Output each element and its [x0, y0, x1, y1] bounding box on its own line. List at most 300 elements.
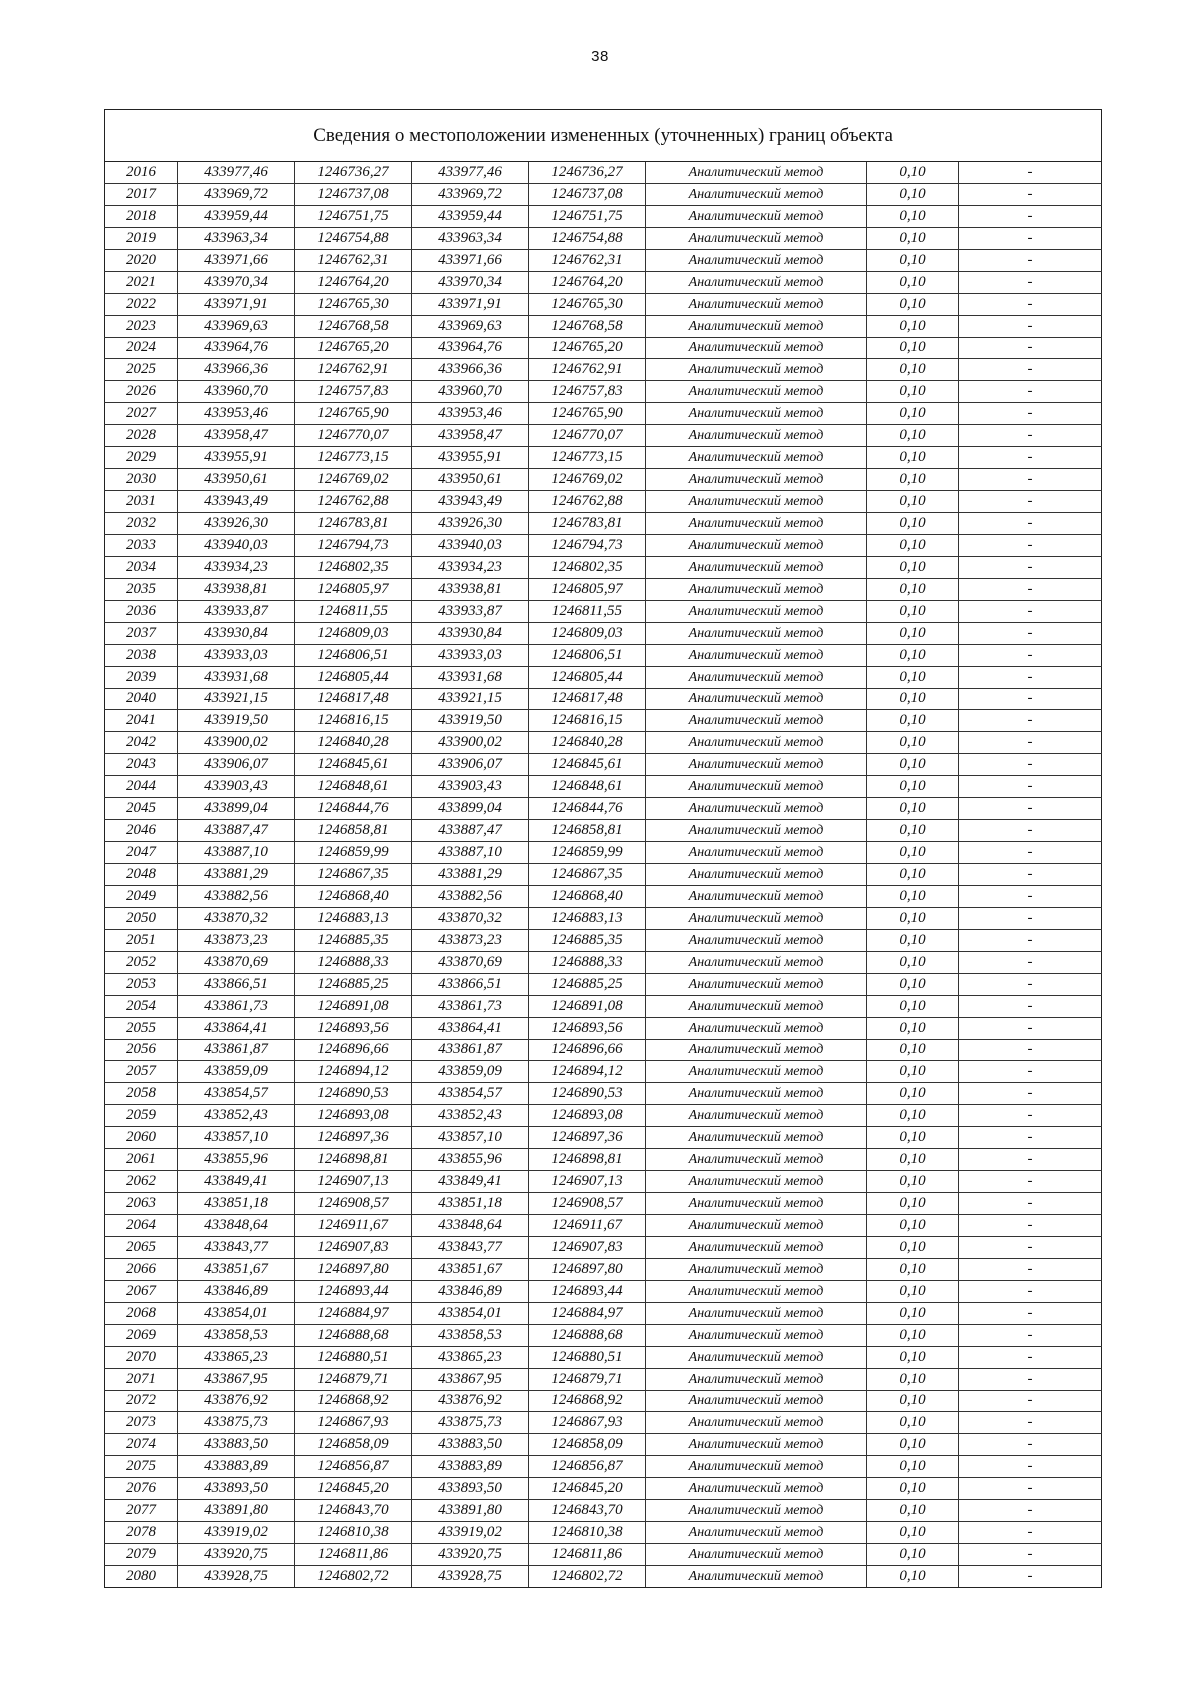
- cell-point-number: 2040: [105, 688, 178, 710]
- cell-x-new: 433849,41: [412, 1171, 529, 1193]
- cell-x-old: 433940,03: [178, 534, 295, 556]
- cell-accuracy: 0,10: [867, 1434, 959, 1456]
- cell-y-new: 1246783,81: [529, 513, 646, 535]
- cell-accuracy: 0,10: [867, 1127, 959, 1149]
- cell-method: Аналитический метод: [646, 227, 867, 249]
- table-row: [105, 600, 1102, 622]
- cell-description: -: [959, 951, 1102, 973]
- cell-x-new: 433970,34: [412, 271, 529, 293]
- cell-point-number: 2056: [105, 1039, 178, 1061]
- cell-y-new: 1246893,08: [529, 1105, 646, 1127]
- cell-x-new: 433866,51: [412, 973, 529, 995]
- cell-y-old: 1246907,83: [295, 1236, 412, 1258]
- cell-x-old: 433903,43: [178, 776, 295, 798]
- cell-description: -: [959, 183, 1102, 205]
- cell-accuracy: 0,10: [867, 1478, 959, 1500]
- table-row: [105, 162, 1102, 184]
- cell-y-new: 1246809,03: [529, 622, 646, 644]
- cell-method: Аналитический метод: [646, 513, 867, 535]
- cell-x-new: 433964,76: [412, 337, 529, 359]
- cell-description: -: [959, 820, 1102, 842]
- cell-x-new: 433848,64: [412, 1215, 529, 1237]
- table-row: [105, 820, 1102, 842]
- cell-accuracy: 0,10: [867, 973, 959, 995]
- cell-description: -: [959, 1215, 1102, 1237]
- cell-y-new: 1246757,83: [529, 381, 646, 403]
- cell-method: Аналитический метод: [646, 776, 867, 798]
- cell-description: -: [959, 1412, 1102, 1434]
- cell-x-old: 433963,34: [178, 227, 295, 249]
- cell-x-old: 433969,63: [178, 315, 295, 337]
- table-row: [105, 732, 1102, 754]
- cell-y-new: 1246893,56: [529, 1017, 646, 1039]
- cell-method: Аналитический метод: [646, 1193, 867, 1215]
- cell-accuracy: 0,10: [867, 798, 959, 820]
- cell-accuracy: 0,10: [867, 754, 959, 776]
- cell-method: Аналитический метод: [646, 1434, 867, 1456]
- table-row: [105, 1149, 1102, 1171]
- cell-x-old: 433861,73: [178, 995, 295, 1017]
- cell-x-old: 433958,47: [178, 425, 295, 447]
- cell-x-old: 433866,51: [178, 973, 295, 995]
- cell-method: Аналитический метод: [646, 666, 867, 688]
- cell-y-new: 1246843,70: [529, 1500, 646, 1522]
- cell-point-number: 2024: [105, 337, 178, 359]
- cell-description: -: [959, 666, 1102, 688]
- cell-accuracy: 0,10: [867, 1193, 959, 1215]
- cell-y-old: 1246843,70: [295, 1500, 412, 1522]
- cell-point-number: 2021: [105, 271, 178, 293]
- cell-description: -: [959, 1083, 1102, 1105]
- table-row: [105, 1412, 1102, 1434]
- cell-method: Аналитический метод: [646, 688, 867, 710]
- cell-x-old: 433953,46: [178, 403, 295, 425]
- table-row: [105, 666, 1102, 688]
- cell-x-new: 433940,03: [412, 534, 529, 556]
- table-row: [105, 885, 1102, 907]
- cell-y-new: 1246754,88: [529, 227, 646, 249]
- cell-x-old: 433875,73: [178, 1412, 295, 1434]
- cell-y-new: 1246884,97: [529, 1302, 646, 1324]
- cell-y-new: 1246845,20: [529, 1478, 646, 1500]
- table-title: Сведения о местоположении измененных (уточненных) границ объекта: [105, 110, 1102, 162]
- cell-method: Аналитический метод: [646, 644, 867, 666]
- cell-method: Аналитический метод: [646, 1368, 867, 1390]
- cell-x-old: 433977,46: [178, 162, 295, 184]
- table-row: [105, 929, 1102, 951]
- cell-point-number: 2029: [105, 447, 178, 469]
- cell-description: -: [959, 644, 1102, 666]
- cell-accuracy: 0,10: [867, 1500, 959, 1522]
- cell-description: -: [959, 469, 1102, 491]
- cell-x-old: 433943,49: [178, 491, 295, 513]
- cell-x-new: 433864,41: [412, 1017, 529, 1039]
- cell-accuracy: 0,10: [867, 1522, 959, 1544]
- cell-point-number: 2080: [105, 1566, 178, 1588]
- cell-method: Аналитический метод: [646, 1105, 867, 1127]
- table-row: [105, 1171, 1102, 1193]
- cell-accuracy: 0,10: [867, 820, 959, 842]
- table-row: [105, 1039, 1102, 1061]
- cell-description: -: [959, 1500, 1102, 1522]
- cell-y-old: 1246751,75: [295, 205, 412, 227]
- table-row: [105, 973, 1102, 995]
- table-row: [105, 205, 1102, 227]
- cell-y-old: 1246907,13: [295, 1171, 412, 1193]
- table-row: [105, 469, 1102, 491]
- cell-method: Аналитический метод: [646, 1280, 867, 1302]
- cell-accuracy: 0,10: [867, 1258, 959, 1280]
- cell-x-new: 433870,69: [412, 951, 529, 973]
- cell-accuracy: 0,10: [867, 337, 959, 359]
- cell-point-number: 2046: [105, 820, 178, 842]
- cell-x-old: 433867,95: [178, 1368, 295, 1390]
- cell-x-new: 433943,49: [412, 491, 529, 513]
- cell-y-new: 1246737,08: [529, 183, 646, 205]
- cell-point-number: 2026: [105, 381, 178, 403]
- cell-x-old: 433971,66: [178, 249, 295, 271]
- cell-description: -: [959, 315, 1102, 337]
- cell-y-old: 1246893,56: [295, 1017, 412, 1039]
- cell-accuracy: 0,10: [867, 1566, 959, 1588]
- cell-method: Аналитический метод: [646, 1061, 867, 1083]
- cell-x-old: 433969,72: [178, 183, 295, 205]
- cell-x-old: 433891,80: [178, 1500, 295, 1522]
- cell-x-new: 433963,34: [412, 227, 529, 249]
- cell-x-old: 433854,01: [178, 1302, 295, 1324]
- cell-y-old: 1246890,53: [295, 1083, 412, 1105]
- table-row: [105, 1302, 1102, 1324]
- cell-x-new: 433938,81: [412, 578, 529, 600]
- cell-x-old: 433906,07: [178, 754, 295, 776]
- cell-x-new: 433843,77: [412, 1236, 529, 1258]
- cell-accuracy: 0,10: [867, 359, 959, 381]
- table-row: [105, 293, 1102, 315]
- cell-y-old: 1246883,13: [295, 907, 412, 929]
- table-title-row: [105, 110, 1102, 162]
- cell-point-number: 2074: [105, 1434, 178, 1456]
- cell-point-number: 2077: [105, 1500, 178, 1522]
- cell-y-old: 1246911,67: [295, 1215, 412, 1237]
- cell-x-new: 433861,87: [412, 1039, 529, 1061]
- cell-point-number: 2075: [105, 1456, 178, 1478]
- table-row: [105, 1061, 1102, 1083]
- cell-y-old: 1246858,09: [295, 1434, 412, 1456]
- cell-method: Аналитический метод: [646, 1302, 867, 1324]
- cell-description: -: [959, 688, 1102, 710]
- cell-point-number: 2053: [105, 973, 178, 995]
- cell-x-new: 433873,23: [412, 929, 529, 951]
- cell-x-old: 433950,61: [178, 469, 295, 491]
- cell-accuracy: 0,10: [867, 1302, 959, 1324]
- cell-point-number: 2016: [105, 162, 178, 184]
- cell-y-new: 1246894,12: [529, 1061, 646, 1083]
- cell-description: -: [959, 1324, 1102, 1346]
- cell-x-new: 433928,75: [412, 1566, 529, 1588]
- cell-x-old: 433928,75: [178, 1566, 295, 1588]
- cell-description: -: [959, 1456, 1102, 1478]
- table-row: [105, 359, 1102, 381]
- cell-method: Аналитический метод: [646, 1544, 867, 1566]
- cell-x-new: 433852,43: [412, 1105, 529, 1127]
- cell-y-old: 1246893,08: [295, 1105, 412, 1127]
- cell-y-new: 1246885,25: [529, 973, 646, 995]
- cell-x-new: 433875,73: [412, 1412, 529, 1434]
- cell-description: -: [959, 578, 1102, 600]
- cell-method: Аналитический метод: [646, 337, 867, 359]
- cell-accuracy: 0,10: [867, 864, 959, 886]
- cell-point-number: 2055: [105, 1017, 178, 1039]
- cell-description: -: [959, 1280, 1102, 1302]
- cell-description: -: [959, 1258, 1102, 1280]
- cell-point-number: 2078: [105, 1522, 178, 1544]
- cell-x-new: 433859,09: [412, 1061, 529, 1083]
- table-body: [105, 162, 1102, 1588]
- cell-accuracy: 0,10: [867, 776, 959, 798]
- cell-y-new: 1246765,20: [529, 337, 646, 359]
- cell-point-number: 2047: [105, 842, 178, 864]
- cell-description: -: [959, 622, 1102, 644]
- cell-y-new: 1246911,67: [529, 1215, 646, 1237]
- cell-description: -: [959, 1061, 1102, 1083]
- cell-accuracy: 0,10: [867, 271, 959, 293]
- cell-x-old: 433851,67: [178, 1258, 295, 1280]
- table-row: [105, 1500, 1102, 1522]
- cell-x-new: 433851,18: [412, 1193, 529, 1215]
- cell-x-old: 433873,23: [178, 929, 295, 951]
- cell-description: -: [959, 885, 1102, 907]
- cell-x-new: 433867,95: [412, 1368, 529, 1390]
- cell-method: Аналитический метод: [646, 205, 867, 227]
- cell-y-new: 1246764,20: [529, 271, 646, 293]
- cell-accuracy: 0,10: [867, 644, 959, 666]
- cell-method: Аналитический метод: [646, 929, 867, 951]
- cell-method: Аналитический метод: [646, 754, 867, 776]
- cell-x-old: 433964,76: [178, 337, 295, 359]
- cell-description: -: [959, 249, 1102, 271]
- cell-method: Аналитический метод: [646, 1500, 867, 1522]
- cell-x-new: 433966,36: [412, 359, 529, 381]
- table-row: [105, 1083, 1102, 1105]
- cell-accuracy: 0,10: [867, 491, 959, 513]
- cell-x-new: 433861,73: [412, 995, 529, 1017]
- cell-method: Аналитический метод: [646, 249, 867, 271]
- cell-x-old: 433870,69: [178, 951, 295, 973]
- cell-x-new: 433919,02: [412, 1522, 529, 1544]
- cell-y-old: 1246879,71: [295, 1368, 412, 1390]
- cell-x-old: 433861,87: [178, 1039, 295, 1061]
- cell-point-number: 2060: [105, 1127, 178, 1149]
- cell-y-old: 1246880,51: [295, 1346, 412, 1368]
- table-row: [105, 1346, 1102, 1368]
- cell-x-new: 433933,87: [412, 600, 529, 622]
- cell-description: -: [959, 162, 1102, 184]
- cell-y-new: 1246806,51: [529, 644, 646, 666]
- cell-point-number: 2066: [105, 1258, 178, 1280]
- cell-y-new: 1246907,13: [529, 1171, 646, 1193]
- table-row: [105, 754, 1102, 776]
- cell-method: Аналитический метод: [646, 1478, 867, 1500]
- cell-y-old: 1246884,97: [295, 1302, 412, 1324]
- cell-accuracy: 0,10: [867, 666, 959, 688]
- cell-method: Аналитический метод: [646, 951, 867, 973]
- cell-description: -: [959, 1302, 1102, 1324]
- cell-x-new: 433971,91: [412, 293, 529, 315]
- cell-y-old: 1246885,25: [295, 973, 412, 995]
- cell-x-old: 433960,70: [178, 381, 295, 403]
- cell-accuracy: 0,10: [867, 1412, 959, 1434]
- cell-point-number: 2044: [105, 776, 178, 798]
- cell-point-number: 2067: [105, 1280, 178, 1302]
- cell-description: -: [959, 1566, 1102, 1588]
- cell-x-new: 433906,07: [412, 754, 529, 776]
- cell-y-old: 1246770,07: [295, 425, 412, 447]
- cell-description: -: [959, 1017, 1102, 1039]
- cell-x-old: 433843,77: [178, 1236, 295, 1258]
- cell-x-old: 433876,92: [178, 1390, 295, 1412]
- cell-point-number: 2035: [105, 578, 178, 600]
- cell-method: Аналитический метод: [646, 425, 867, 447]
- cell-y-old: 1246868,40: [295, 885, 412, 907]
- table-row: [105, 798, 1102, 820]
- cell-x-old: 433919,50: [178, 710, 295, 732]
- table-row: [105, 1390, 1102, 1412]
- cell-x-old: 433970,34: [178, 271, 295, 293]
- cell-y-new: 1246805,44: [529, 666, 646, 688]
- cell-description: -: [959, 710, 1102, 732]
- table-row: [105, 1566, 1102, 1588]
- cell-method: Аналитический метод: [646, 1456, 867, 1478]
- cell-point-number: 2043: [105, 754, 178, 776]
- cell-x-old: 433887,10: [178, 842, 295, 864]
- cell-x-new: 433882,56: [412, 885, 529, 907]
- cell-accuracy: 0,10: [867, 1149, 959, 1171]
- cell-y-old: 1246856,87: [295, 1456, 412, 1478]
- cell-x-old: 433966,36: [178, 359, 295, 381]
- cell-x-new: 433926,30: [412, 513, 529, 535]
- cell-x-new: 433883,89: [412, 1456, 529, 1478]
- cell-method: Аналитический метод: [646, 1566, 867, 1588]
- cell-description: -: [959, 227, 1102, 249]
- cell-y-old: 1246845,61: [295, 754, 412, 776]
- cell-x-new: 433887,10: [412, 842, 529, 864]
- cell-y-new: 1246770,07: [529, 425, 646, 447]
- cell-method: Аналитический метод: [646, 600, 867, 622]
- boundary-coordinates-table: [104, 109, 1102, 1588]
- cell-y-new: 1246897,80: [529, 1258, 646, 1280]
- cell-y-old: 1246783,81: [295, 513, 412, 535]
- cell-point-number: 2048: [105, 864, 178, 886]
- cell-y-old: 1246805,44: [295, 666, 412, 688]
- cell-accuracy: 0,10: [867, 381, 959, 403]
- cell-y-old: 1246737,08: [295, 183, 412, 205]
- table-row: [105, 1215, 1102, 1237]
- cell-x-new: 433857,10: [412, 1127, 529, 1149]
- cell-method: Аналитический метод: [646, 556, 867, 578]
- cell-x-old: 433971,91: [178, 293, 295, 315]
- cell-point-number: 2023: [105, 315, 178, 337]
- cell-x-old: 433883,89: [178, 1456, 295, 1478]
- cell-y-new: 1246805,97: [529, 578, 646, 600]
- cell-description: -: [959, 907, 1102, 929]
- cell-point-number: 2054: [105, 995, 178, 1017]
- table-row: [105, 1324, 1102, 1346]
- cell-accuracy: 0,10: [867, 1039, 959, 1061]
- cell-y-new: 1246840,28: [529, 732, 646, 754]
- cell-y-old: 1246891,08: [295, 995, 412, 1017]
- cell-description: -: [959, 973, 1102, 995]
- cell-y-new: 1246890,53: [529, 1083, 646, 1105]
- table-row: [105, 776, 1102, 798]
- cell-description: -: [959, 929, 1102, 951]
- cell-y-old: 1246811,55: [295, 600, 412, 622]
- cell-description: -: [959, 754, 1102, 776]
- cell-description: -: [959, 1149, 1102, 1171]
- cell-point-number: 2045: [105, 798, 178, 820]
- cell-y-new: 1246891,08: [529, 995, 646, 1017]
- cell-x-old: 433854,57: [178, 1083, 295, 1105]
- cell-point-number: 2059: [105, 1105, 178, 1127]
- cell-x-new: 433846,89: [412, 1280, 529, 1302]
- cell-x-new: 433865,23: [412, 1346, 529, 1368]
- cell-x-new: 433958,47: [412, 425, 529, 447]
- cell-x-new: 433977,46: [412, 162, 529, 184]
- cell-y-new: 1246845,61: [529, 754, 646, 776]
- cell-y-new: 1246896,66: [529, 1039, 646, 1061]
- table-row: [105, 183, 1102, 205]
- cell-method: Аналитический метод: [646, 885, 867, 907]
- cell-point-number: 2032: [105, 513, 178, 535]
- cell-accuracy: 0,10: [867, 227, 959, 249]
- cell-y-new: 1246858,81: [529, 820, 646, 842]
- cell-description: -: [959, 1522, 1102, 1544]
- cell-method: Аналитический метод: [646, 1412, 867, 1434]
- cell-method: Аналитический метод: [646, 1346, 867, 1368]
- table-row: [105, 1456, 1102, 1478]
- cell-accuracy: 0,10: [867, 1236, 959, 1258]
- cell-method: Аналитический метод: [646, 1522, 867, 1544]
- cell-x-new: 433959,44: [412, 205, 529, 227]
- cell-x-old: 433938,81: [178, 578, 295, 600]
- table-row: [105, 513, 1102, 535]
- table-row: [105, 447, 1102, 469]
- table-row: [105, 622, 1102, 644]
- cell-y-old: 1246840,28: [295, 732, 412, 754]
- cell-x-new: 433891,80: [412, 1500, 529, 1522]
- cell-x-old: 433919,02: [178, 1522, 295, 1544]
- cell-y-new: 1246802,35: [529, 556, 646, 578]
- cell-x-new: 433953,46: [412, 403, 529, 425]
- cell-y-new: 1246765,90: [529, 403, 646, 425]
- cell-y-old: 1246802,35: [295, 556, 412, 578]
- cell-x-new: 433858,53: [412, 1324, 529, 1346]
- cell-y-old: 1246806,51: [295, 644, 412, 666]
- cell-accuracy: 0,10: [867, 1083, 959, 1105]
- cell-x-old: 433934,23: [178, 556, 295, 578]
- cell-method: Аналитический метод: [646, 995, 867, 1017]
- cell-point-number: 2019: [105, 227, 178, 249]
- cell-method: Аналитический метод: [646, 622, 867, 644]
- cell-accuracy: 0,10: [867, 513, 959, 535]
- cell-y-old: 1246844,76: [295, 798, 412, 820]
- cell-description: -: [959, 556, 1102, 578]
- table-row: [105, 1258, 1102, 1280]
- cell-point-number: 2062: [105, 1171, 178, 1193]
- cell-x-new: 433950,61: [412, 469, 529, 491]
- table-row: [105, 1017, 1102, 1039]
- cell-y-old: 1246757,83: [295, 381, 412, 403]
- cell-accuracy: 0,10: [867, 1171, 959, 1193]
